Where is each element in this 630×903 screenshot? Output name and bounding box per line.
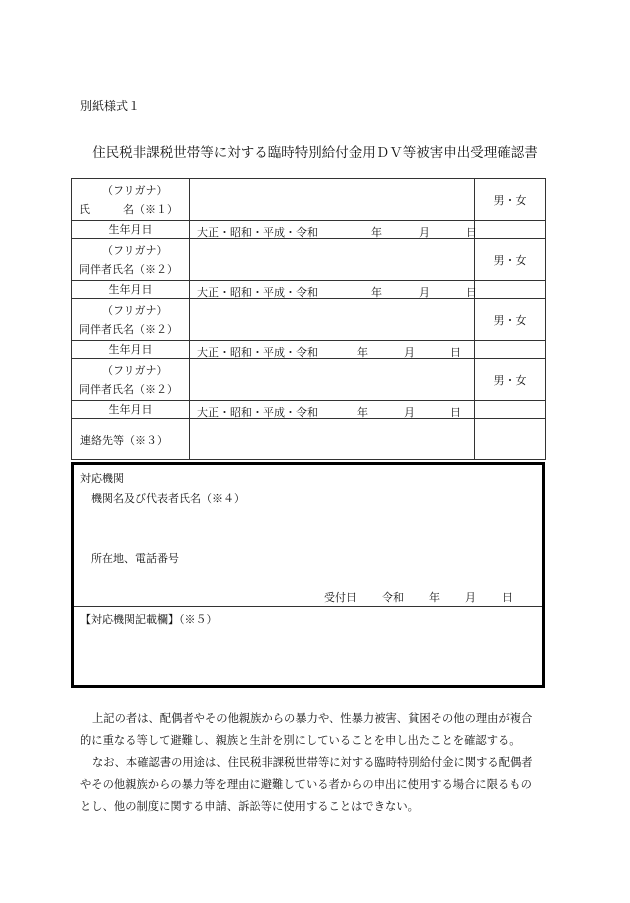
note-line: 上記の者は、配偶者やその他親族からの暴力や、性暴力被害、貧困その他の理由が複合 xyxy=(92,712,533,725)
dob-label: 生年月日 xyxy=(108,283,153,296)
companion-name-row xyxy=(72,239,545,281)
companion-dob-row xyxy=(72,401,545,419)
agency-heading: 対応機関 xyxy=(80,472,124,485)
companion-gender[interactable]: 男・女 xyxy=(493,373,527,387)
dob-label: 生年月日 xyxy=(108,343,153,356)
note-line: やその他親族からの暴力等を理由に避難している者からの申出に使用する場合に限るもの xyxy=(80,778,532,791)
applicant-dob-field[interactable] xyxy=(190,221,475,238)
received-year-label: 年 xyxy=(429,591,440,604)
furigana-label: （フリガナ） xyxy=(102,364,168,377)
companion-dob-field[interactable] xyxy=(190,281,475,298)
received-day-label: 日 xyxy=(502,591,513,604)
received-date-label: 受付日 xyxy=(324,591,357,604)
companion-dob-row xyxy=(72,341,545,359)
month-label: 月 xyxy=(419,226,430,239)
month-label: 月 xyxy=(419,286,430,299)
applicant-table xyxy=(71,178,546,460)
year-label: 年 xyxy=(357,406,368,419)
era-options: 大正・昭和・平成・令和 xyxy=(197,406,318,419)
companion-name-field[interactable] xyxy=(190,359,475,400)
furigana-label: （フリガナ） xyxy=(102,184,168,197)
document-title: 住民税非課税世帯等に対する臨時特別給付金用ＤＶ等被害申出受理確認書 xyxy=(92,145,538,161)
note-line: とし、他の制度に関する申請、訴訟等に使用することはできない。 xyxy=(80,800,419,813)
note-paragraph-2 xyxy=(80,752,560,818)
companion-label: 同伴者氏名（※２） xyxy=(79,323,178,336)
applicant-name-field[interactable] xyxy=(190,179,475,220)
day-label: 日 xyxy=(466,226,477,239)
furigana-label: （フリガナ） xyxy=(102,304,168,317)
form-number: 別紙様式１ xyxy=(80,99,141,113)
year-label: 年 xyxy=(371,286,382,299)
companion-label: 同伴者氏名（※２） xyxy=(79,263,178,276)
companion-name-row xyxy=(72,359,545,401)
agency-info-section xyxy=(74,465,542,607)
contact-label: 連絡先等（※３） xyxy=(80,434,168,447)
applicant-name-row xyxy=(72,179,545,221)
companion-dob-row xyxy=(72,281,545,299)
applicant-gender[interactable]: 男・女 xyxy=(493,193,527,207)
month-label: 月 xyxy=(404,406,415,419)
companion-dob-field[interactable] xyxy=(190,341,475,358)
received-era: 令和 xyxy=(382,591,404,604)
year-label: 年 xyxy=(371,226,382,239)
received-month-label: 月 xyxy=(465,591,476,604)
contact-row xyxy=(72,419,545,459)
era-options: 大正・昭和・平成・令和 xyxy=(197,226,318,239)
companion-name-field[interactable] xyxy=(190,299,475,340)
dob-label: 生年月日 xyxy=(108,223,153,236)
month-label: 月 xyxy=(404,346,415,359)
day-label: 日 xyxy=(450,406,461,419)
companion-gender[interactable]: 男・女 xyxy=(493,313,527,327)
applicant-dob-row xyxy=(72,221,545,239)
year-label: 年 xyxy=(357,346,368,359)
day-label: 日 xyxy=(466,286,477,299)
era-options: 大正・昭和・平成・令和 xyxy=(197,286,318,299)
contact-field[interactable] xyxy=(190,419,475,459)
note-line: 的に重なる等して避難し、親族と生計を別にしていることを申し出たことを確認する。 xyxy=(80,734,521,747)
name-label: 氏 名（※１） xyxy=(79,203,178,216)
agency-notes-label: 【対応機関記載欄】（※５） xyxy=(80,613,218,626)
day-label: 日 xyxy=(450,346,461,359)
companion-name-row xyxy=(72,299,545,341)
companion-name-field[interactable] xyxy=(190,239,475,280)
agency-name-label: 機関名及び代表者氏名（※４） xyxy=(91,492,245,505)
agency-address-label: 所在地、電話番号 xyxy=(91,552,179,565)
note-paragraph-1 xyxy=(80,708,560,752)
agency-box xyxy=(71,462,545,688)
furigana-label: （フリガナ） xyxy=(102,244,168,257)
era-options: 大正・昭和・平成・令和 xyxy=(197,346,318,359)
companion-gender[interactable]: 男・女 xyxy=(493,253,527,267)
companion-label: 同伴者氏名（※２） xyxy=(79,383,178,396)
dob-label: 生年月日 xyxy=(108,403,153,416)
companion-dob-field[interactable] xyxy=(190,401,475,418)
note-line: なお、本確認書の用途は、住民税非課税世帯等に対する臨時特別給付金に関する配偶者 xyxy=(92,756,533,769)
